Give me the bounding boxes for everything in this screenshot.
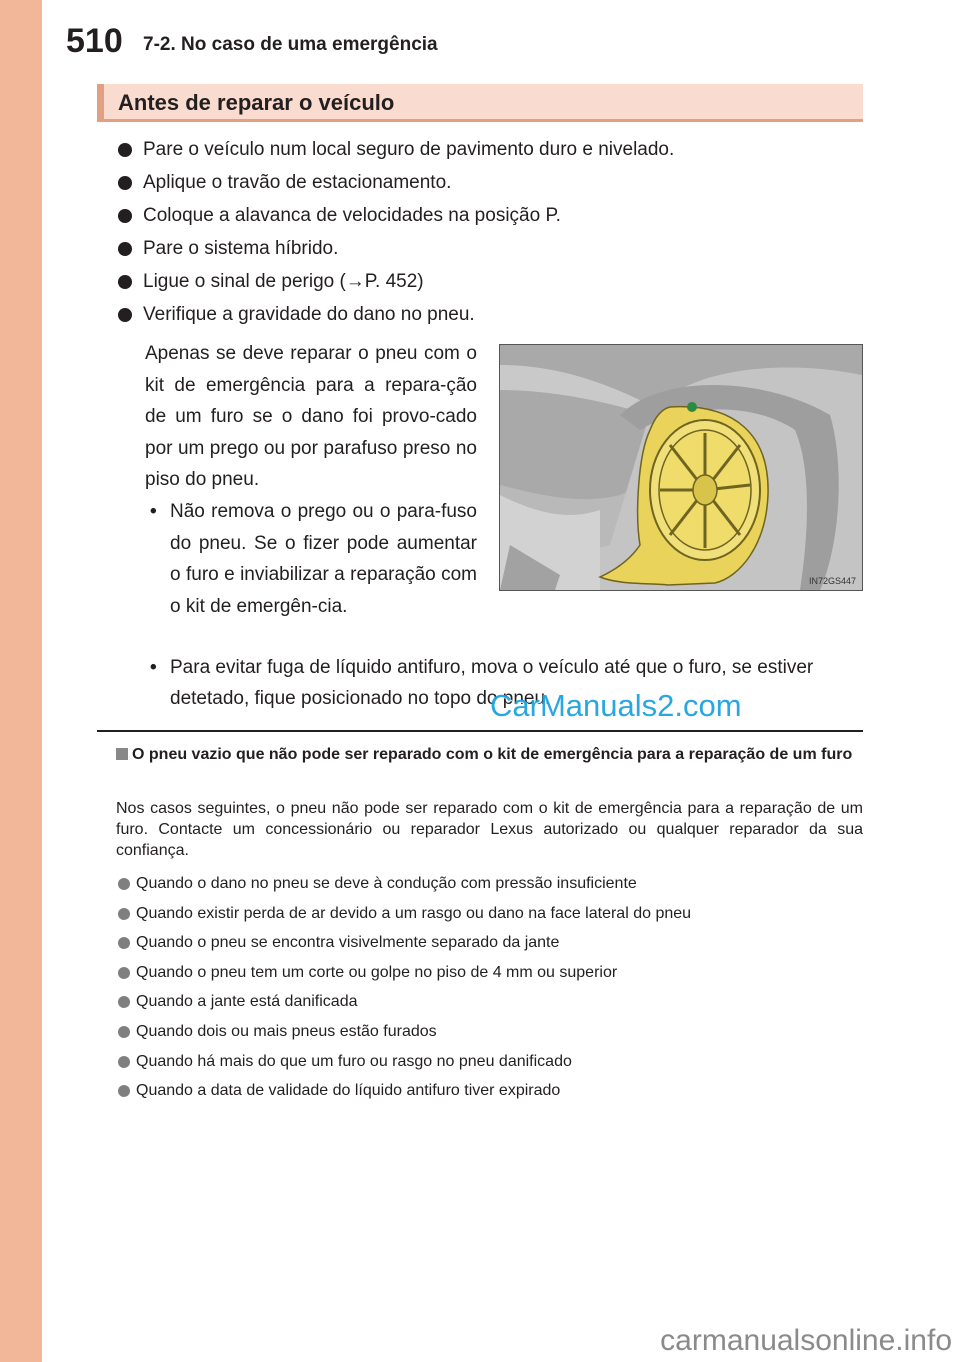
page-number: 510 bbox=[66, 22, 123, 60]
bullet-icon bbox=[118, 242, 132, 256]
list-item: Pare o veículo num local seguro de pavimento duro e nivelado. bbox=[118, 136, 674, 169]
list-item: Pare o sistema híbrido. bbox=[118, 235, 674, 268]
square-bullet-icon bbox=[116, 748, 128, 760]
watermark: CarManuals2.com bbox=[490, 688, 742, 723]
list-item: Quando o pneu tem um corte ou golpe no piso de 4 mm ou superior bbox=[118, 961, 691, 991]
bullet-icon bbox=[118, 878, 130, 890]
tire-illustration bbox=[499, 344, 863, 591]
car-wheel-illustration bbox=[500, 345, 862, 590]
bullet-icon bbox=[118, 308, 132, 322]
bullet-icon bbox=[118, 1056, 130, 1068]
list-item: Quando o pneu se encontra visivelmente separado da jante bbox=[118, 931, 691, 961]
sub-bullet-icon: • bbox=[150, 501, 157, 522]
list-item: Quando existir perda de ar devido a um rasgo ou dano na face lateral do pneu bbox=[118, 902, 691, 932]
note-title: O pneu vazio que não pode ser reparado com o kit de emergência para a reparação de um furo bbox=[116, 744, 863, 765]
list-item: Quando dois ou mais pneus estão furados bbox=[118, 1020, 691, 1050]
list-item: Quando a data de validade do líquido antifuro tiver expirado bbox=[118, 1079, 691, 1109]
bullet-icon bbox=[118, 1085, 130, 1097]
side-color-bar bbox=[0, 0, 42, 1362]
bullet-icon bbox=[118, 1026, 130, 1038]
non-repairable-list bbox=[118, 872, 691, 1109]
divider bbox=[97, 730, 863, 732]
note-text: Nos casos seguintes, o pneu não pode ser reparado com o kit de emergência para a reparação de um furo. Contacte um concessionário ou reparador Lexus autorizado ou qualquer reparador da sua confiança. bbox=[116, 800, 863, 859]
repair-condition-paragraph: Apenas se deve reparar o pneu com o kit de emergência para a repara-ção de um furo se o dano foi provo-cado por um prego ou por parafuso preso no piso do pneu. bbox=[145, 343, 477, 490]
list-item[interactable]: Ligue o sinal de perigo (→P. 452) bbox=[118, 268, 674, 301]
section-header bbox=[97, 84, 863, 122]
sub-item: • Não remova o prego ou o para-fuso do pneu. Se o fizer pode aumentar o furo e inviabilizar a reparação com o kit de emergên-cia. bbox=[150, 496, 477, 622]
bullet-icon bbox=[118, 275, 132, 289]
bullet-icon bbox=[118, 143, 132, 157]
footer-watermark: carmanualsonline.info bbox=[660, 1324, 952, 1357]
chapter-title: 7-2. No caso de uma emergência bbox=[143, 34, 438, 55]
preparation-list bbox=[118, 136, 674, 334]
bullet-icon bbox=[118, 908, 130, 920]
sub-item: • Para evitar fuga de líquido antifuro, mova o veículo até que o furo, se estiver detetado, fique posicionado no topo do pneu. bbox=[150, 652, 865, 714]
sub-bullet-icon: • bbox=[150, 657, 157, 678]
list-item: Quando a jante está danificada bbox=[118, 990, 691, 1020]
bullet-icon bbox=[118, 937, 130, 949]
bullet-icon bbox=[118, 967, 130, 979]
list-item: Verifique a gravidade do dano no pneu. bbox=[118, 301, 674, 334]
list-item: Quando o dano no pneu se deve à condução com pressão insuficiente bbox=[118, 872, 691, 902]
figure-code: IN72GS447 bbox=[808, 576, 856, 586]
bullet-icon bbox=[118, 996, 130, 1008]
bullet-icon bbox=[118, 209, 132, 223]
list-item: Aplique o travão de estacionamento. bbox=[118, 169, 674, 202]
list-item: Quando há mais do que um furo ou rasgo no pneu danificado bbox=[118, 1050, 691, 1080]
bullet-icon bbox=[118, 176, 132, 190]
list-item: Coloque a alavanca de velocidades na posição P. bbox=[118, 202, 674, 235]
section-title: Antes de reparar o veículo bbox=[118, 90, 395, 115]
